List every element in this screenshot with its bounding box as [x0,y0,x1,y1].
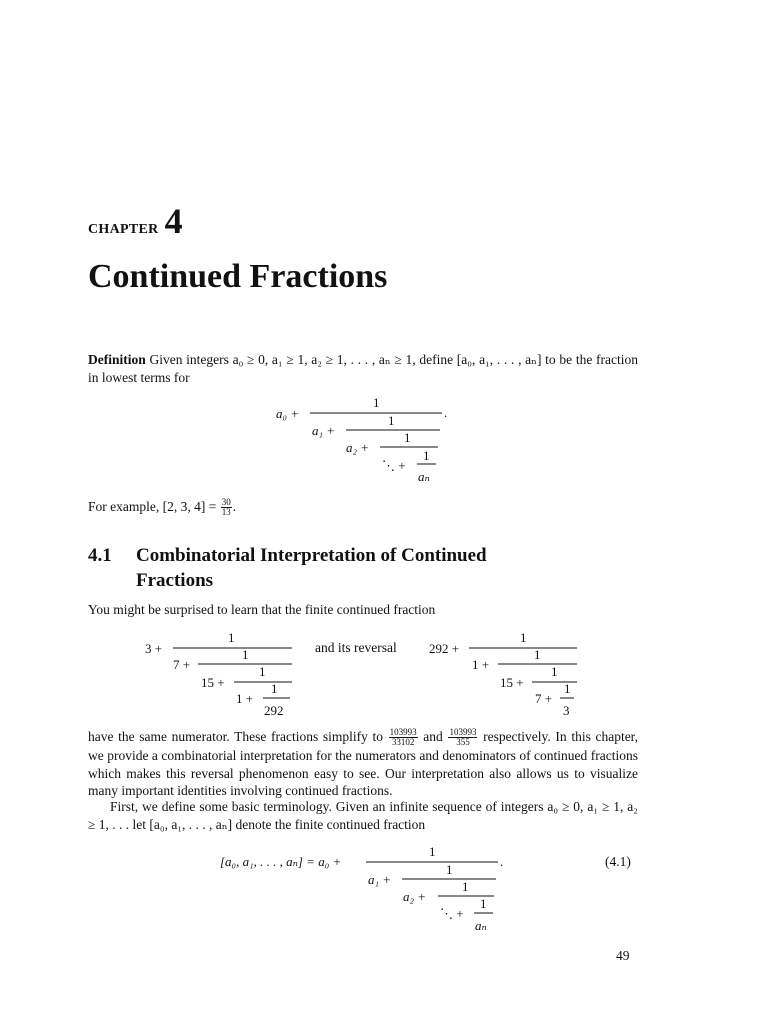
section-heading [88,543,556,593]
eq-term-a2: a₂ + [403,889,427,904]
reverse-term-3: 7 + [535,691,553,706]
cf-one: 1 [429,844,436,859]
para1-and: and [423,729,443,744]
cf-one: 1 [446,862,453,877]
chapter-title: Continued Fractions [88,258,388,295]
cf-one: 1 [242,647,249,662]
cf-one: 1 [271,681,278,696]
equation-lhs: [a₀, a₁, . . . , aₙ] = a₀ + [220,854,342,869]
cf-one: 1 [534,647,541,662]
cf-one: 1 [480,896,487,911]
para1-before: have the same numerator. These fractions simplify to [88,729,384,744]
fraction-2-num: 103993 [449,727,477,738]
example-fraction-den: 13 [221,507,231,518]
example-fraction-num: 30 [221,497,231,508]
section-number: 4.1 [88,545,112,566]
reverse-term-4: 3 [563,703,570,718]
forward-term-1: 7 + [173,657,191,672]
example-line [88,498,638,517]
fraction-1-den: 33102 [391,737,415,748]
definition-text: Given integers a₀ ≥ 0, a₁ ≥ 1, a₂ ≥ 1, . . . , aₙ ≥ 1, define [a₀, a₁, . . . , aₙ] to be the fraction in lowest terms for [88,352,638,385]
cf-one: 1 [520,630,527,645]
example-prefix: For example, [88,499,160,514]
cf-one: 1 [551,664,558,679]
fraction-1-num: 103993 [389,727,417,738]
reverse-term-2: 15 + [500,675,524,690]
definition-label: Definition [88,352,146,367]
cf-one: 1 [373,395,380,410]
chapter-heading [88,200,183,242]
intro-text: You might be surprised to learn that the finite continued fraction [88,602,436,617]
cf-one: 1 [388,413,395,428]
paragraph-terminology: First, we define some basic terminology. Given an infinite sequence of integers a₀ ≥ 0, a₁ ≥ 1, a₂ ≥ 1, . . . let [a₀, a₁, . . . , aₙ] denote the finite continued fraction [88,799,638,832]
forward-term-2: 15 + [201,675,225,690]
equation-4-1 [216,842,516,938]
fraction-2 [448,728,477,747]
cf-one: 1 [423,448,430,463]
cf-term-a2: a₂ + [346,440,370,455]
cf-one: 1 [404,430,411,445]
cf-one: 1 [564,681,571,696]
page-number: 49 [616,948,630,963]
section-title: Combinatorial Interpretation of Continued Fractions [136,545,487,591]
cf-one: 1 [228,630,235,645]
cf-term-a1: a₁ + [312,423,336,438]
cf-dots: ⋱ + [382,458,406,473]
cf-one: 1 [462,879,469,894]
chapter-label: CHAPTER [88,222,159,237]
reverse-term-0: 292 + [429,641,460,656]
example-fraction [221,498,232,517]
example-suffix: . [232,499,237,514]
example-expr: [2, 3, 4] = [162,499,217,514]
cf-trailing-dot: . [444,405,448,420]
eq-term-a1: a₁ + [368,872,392,887]
fraction-1 [389,728,418,747]
definition-paragraph [88,351,638,386]
equation-label: (4.1) [605,854,631,869]
chapter-number: 4 [164,201,183,241]
definition-continued-fraction [270,392,460,488]
cf-one: 1 [259,664,266,679]
forward-term-0: 3 + [145,641,163,656]
reversal-text: and its reversal [315,640,397,655]
cf-term-an: aₙ [418,469,430,484]
paragraph-numerator [88,728,638,800]
fraction-2-den: 355 [456,737,470,748]
cf-term-a0: a₀ + [276,406,300,421]
reverse-term-1: 1 + [472,657,490,672]
para1-after: respectively. In this chapter, we provide a combinatorial interpretation for the numerators and denominators of continued fractions which makes this reversal phenomenon easy to see. Our interpretation also allows us to visualize many important identities involving continued fractions. [88,729,639,799]
cf-trailing-dot: . [500,854,504,869]
forward-continued-fraction [140,626,300,720]
forward-term-3: 1 + [236,691,254,706]
forward-term-4: 292 [264,703,284,718]
reverse-continued-fraction [424,626,584,720]
eq-dots: ⋱ + [440,906,464,921]
eq-term-an: aₙ [475,918,487,933]
